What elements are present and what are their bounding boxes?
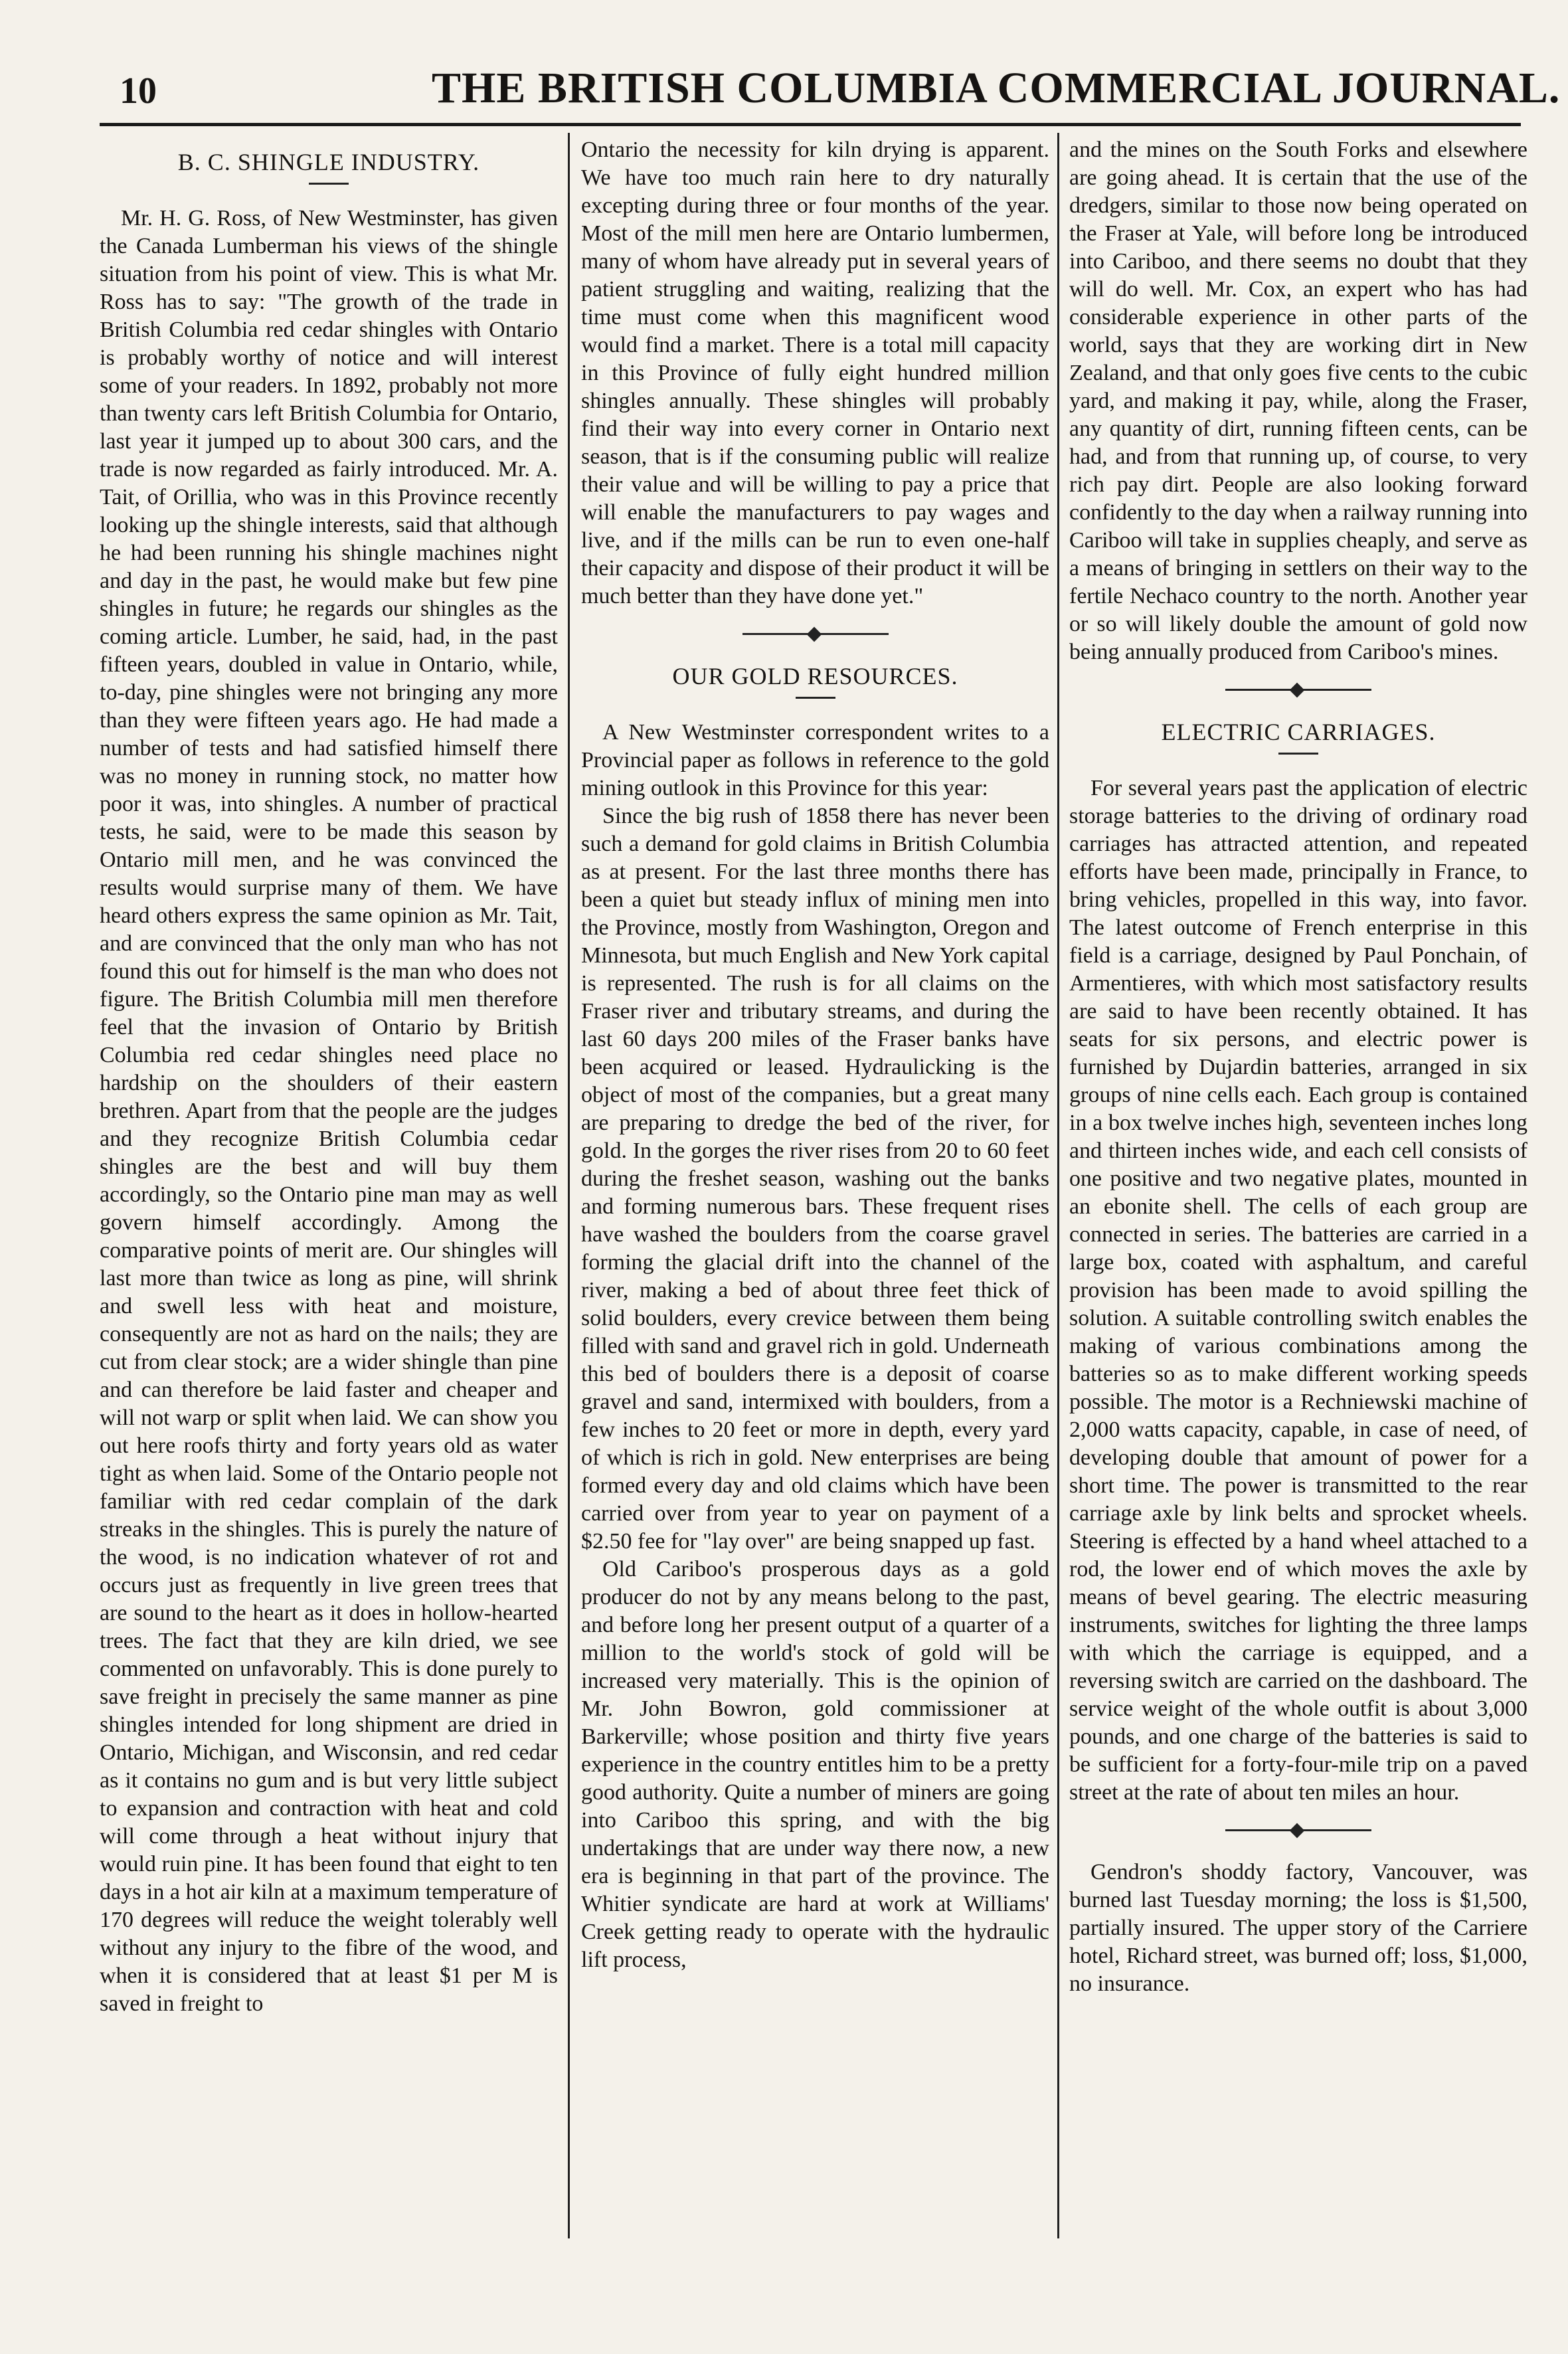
column-divider <box>1057 133 1059 2238</box>
article-paragraph: Mr. H. G. Ross, of New Westminster, has given the Canada Lumberman his views of the shingle situation from his point of view. This is what Mr. Ross has to say: "The growth of the trade in British Columbia red cedar shingles with Ontario is probably worthy of notice and will interest some of your readers. In 1892, probably not more than twenty cars left British Columbia for Ontario, last year it jumped up to about 300 cars, and the trade is now regarded as fairly introduced. Mr. A. Tait, of Orillia, who was in this Province recently looking up the shingle interests, said that although he had been running his shingle machines night and day in the past, he would make but few pine shingles in future; he regards our shingles as the coming article. Lumber, he said, had, in the past fifteen years, doubled in value in Ontario, while, to-day, pine shingles were not bringing any more than they were fifteen years ago. He had made a number of tests and had satisfied himself there was no money in running stock, no matter how poor it was, into shingles. A number of practical tests, he said, were to be made this season by Ontario mill men, and he was convinced the results would surprise many of them. We have heard others express the same opinion as Mr. Tait, and are convinced that the only man who has not found this out for himself is the man who does not figure. The British Columbia mill men therefore feel that the invasion of Ontario by British Columbia red cedar shingles need place no hardship on the shoulders of their eastern brethren. Apart from that the people are the judges and they recognize British Columbia cedar shingles are the best and will buy them accordingly, so the Ontario pine man may as well govern himself accordingly. Among the comparative points of merit are. Our shingles will last more than twice as long as pine, will shrink and swell less with heat and moisture, consequently are not as hard on the nails; they are cut from clear stock; are a wider shingle than pine and can therefore be laid faster and cheaper and will not warp or split when laid. We can show you out here roofs thirty and forty years old as water tight as when laid. Some of the Ontario people not familiar with red cedar complain of the dark streaks in the shingles. This is purely the nature of the wood, is no indication whatever of rot and occurs just as frequently in live green trees that are sound to the heart as it does in hollow-hearted trees. The fact that they are kiln dried, we see commented on unfavorably. This is done purely to save freight in precisely the same manner as pine shingles intended for long shipment are dried in Ontario, Michigan, and Wisconsin, and red cedar as it contains no gum and is but very little subject to expansion and contraction with heat and cold will come through a heat without injury that would ruin pine. It has been found that eight to ten days in a hot air kiln at a maximum temperature of 170 degrees will reduce the weight tolerably well without any injury to the fibre of the wood, and when it is considered that at least $1 per M is saved in freight to <box>100 206 558 2016</box>
column-divider <box>568 133 570 2238</box>
article-paragraph: Old Cariboo's prosperous days as a gold producer do not by any means belong to the past, and before long her present output of a quarter of a million to the world's stock of gold will be increased very materially. This is the opinion of Mr. John Bowron, gold commissioner at Barkerville; whose position and thirty five years experience in the country entitles him to be a pretty good authority. Quite a number of miners are going into Cariboo this spring, and with the big undertakings that are under way there now, a new era is beginning in that part of the province. The Whitier syndicate are hard at work at Williams' Creek getting ready to operate with the hydraulic lift process, <box>581 1557 1049 1972</box>
section-ornament <box>742 629 889 638</box>
article-paragraph: and the mines on the South Forks and elsewhere are going ahead. It is certain that the use of the dredgers, similar to those now being operated on the Fraser at Yale, will before long be introduced into Cariboo, and there seems no doubt that they will do well. Mr. Cox, an expert who has had considerable experience in other parts of the world, says that they are working dirt in New Zealand, and that only goes five cents to the cubic yard, and making it pay, while, along the Fraser, any quantity of dirt, running fifteen cents, can be had, and from that running up, of course, to very rich pay dirt. People are also looking forward confidently to the day when a railway running into Cariboo will take in supplies cheaply, and serve as a means of bringing in settlers on their way to the fertile Nechaco country to the north. Another year or so will likely double the amount of gold now being annually produced from Cariboo's mines. <box>1069 137 1527 664</box>
article-title-gold: OUR GOLD RESOURCES. <box>672 663 958 689</box>
header-rule <box>100 123 1521 126</box>
journal-title: THE BRITISH COLUMBIA COMMERCIAL JOURNAL. <box>432 64 1561 112</box>
section-ornament <box>1225 1825 1371 1835</box>
article-paragraph: Since the big rush of 1858 there has never been such a demand for gold claims in British Columbia as at present. For the last three months there has been a quiet but steady influx of mining men into the Province, mostly from Washington, Oregon and Minnesota, but much English and New York capital is represented. The rush is for all claims on the Fraser river and tributary streams, and during the last 60 days 200 miles of the Fraser banks have been acquired or leased. Hydraulicking is the object of most of the companies, but a great many are preparing to dredge the bed of the river, for gold. In the gorges the river rises from 20 to 60 feet during the freshet season, washing out the banks and forming numerous bars. These frequent rises have washed the boulders from the coarse gravel forming the glacial drift into the channel of the river, making a bed of about three feet thick of solid boulders, every crevice between them being filled with sand and gravel rich in gold. Underneath this bed of boulders there is a deposit of coarse gravel and sand, intermixed with boulders, from a few inches to 20 feet or more in depth, every yard of which is rich in gold. New enterprises are being formed every day and old claims which have been carried over from year to year on payment of a $2.50 fee for "lay over" are being snapped up fast. <box>581 804 1049 1554</box>
column-3 <box>1069 136 1527 2221</box>
section-ornament <box>1225 685 1371 694</box>
page-number: 10 <box>120 70 157 112</box>
title-rule <box>1278 753 1318 755</box>
article-paragraph: Gendron's shoddy factory, Vancouver, was burned last Tuesday morning; the loss is $1,500, partially insured. The upper story of the Carriere hotel, Richard street, was burned off; loss, $1,000, no insurance. <box>1069 1860 1527 1996</box>
article-title-shingle: B. C. SHINGLE INDUSTRY. <box>177 149 480 175</box>
column-1 <box>100 136 558 2221</box>
article-paragraph: A New Westminster correspondent writes to a Provincial paper as follows in reference to the gold mining outlook in this Province for this year: <box>581 720 1049 800</box>
article-title-electric: ELECTRIC CARRIAGES. <box>1161 719 1436 745</box>
page-header <box>100 63 1561 116</box>
article-paragraph: For several years past the application of electric storage batteries to the driving of ordinary road carriages has attracted attention, and repeated efforts have been made, principally in France, to bring vehicles, propelled in this way, into favor. The latest outcome of French enterprise in this field is a carriage, designed by Paul Ponchain, of Armentieres, with which most satisfactory results are said to have been recently obtained. It has seats for six persons, and electric power is furnished by Dujardin batteries, arranged in six groups of nine cells each. Each group is contained in a box twelve inches high, seventeen inches long and thirteen inches wide, and each cell consists of one positive and two negative plates, mounted in an ebonite shell. The cells of each group are connected in series. The batteries are carried in a large box, coated with asphaltum, and careful provision has been made to avoid spilling the solution. A suitable controlling switch enables the making of various combinations among the batteries so as to make different working speeds possible. The motor is a Rechniewski machine of 2,000 watts capacity, capable, in case of need, of developing double that amount of power for a short time. The power is transmitted to the rear carriage axle by link belts and sprocket wheels. Steering is effected by a hand wheel attached to a rod, the lower end of which moves the axle by means of bevel gearing. The electric measuring instruments, switches for lighting the three lamps with which the carriage is equipped, and a reversing switch are carried on the dashboard. The service weight of the whole outfit is about 3,000 pounds, and one charge of the batteries is said to be sufficient for a forty-four-mile trip on a paved street at the rate of about ten miles an hour. <box>1069 776 1527 1805</box>
column-2 <box>581 136 1049 2221</box>
title-rule <box>796 697 835 699</box>
article-paragraph: Ontario the necessity for kiln drying is apparent. We have too much rain here to dry naturally excepting during three or four months of the year. Most of the mill men here are Ontario lumbermen, many of whom have already put in several years of patient struggling and waiting, realizing that the time must come when this magnificent wood would find a market. There is a total mill capacity in this Province of fully eight hundred million shingles annually. These shingles will probably find their way into every corner in Ontario next season, that is if the consuming public will realize their value and will be willing to pay a price that will enable the manufacturers to pay wages and live, and if the mills can be run to even one-half their capacity and dispose of their product it will be much better than they have done yet." <box>581 137 1049 608</box>
title-rule <box>309 183 349 185</box>
